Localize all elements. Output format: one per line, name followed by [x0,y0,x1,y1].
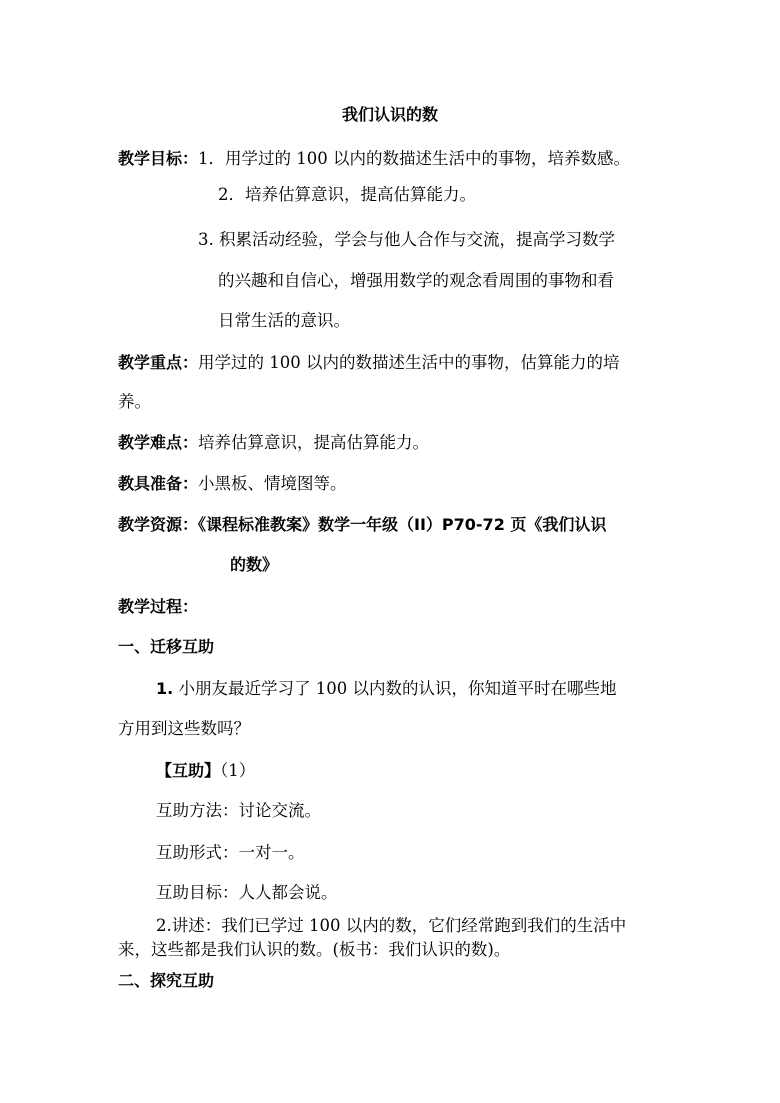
page-title: 我们认识的数 [341,105,438,124]
difficulties-label: 教学难点： [118,433,199,452]
tools-text: 小黑板、情境图等。 [198,474,347,493]
resources-label: 教学资源： [118,515,199,534]
resources-text-1: 《课程标准教案》数学一年级（ⅠⅠ）P70-72 页《我们认识 [198,515,607,534]
objective-3-line-1: 3. 积累活动经验，学会与他人合作与交流，提高学习数学 [198,230,615,249]
question-1-line-2: 方用到这些数吗？ [118,719,250,738]
objective-2: 2．培养估算意识，提高估算能力。 [218,185,476,204]
objectives-row [118,148,630,170]
mutual-help-goal: 互助目标：人人都会说。 [156,883,338,902]
question-1-text-1: 小朋友最近学习了 100 以内数的认识，你知道平时在哪些地 [173,679,617,698]
key-points-text-1: 用学过的 100 以内的数描述生活中的事物，估算能力的培 [198,353,620,372]
objective-3-line-2: 的兴趣和自信心，增强用数学的观念看周围的事物和看 [218,271,614,290]
mutual-help-row [156,760,255,782]
objectives-label: 教学目标： [118,149,199,168]
resources-row [118,514,606,536]
section-2-heading: 二、探究互助 [118,971,215,990]
objective-3-line-3: 日常生活的意识。 [218,311,350,330]
key-points-label: 教学重点： [118,353,199,372]
mutual-help-index: （1） [220,761,256,780]
tools-label: 教具准备： [118,474,199,493]
mutual-help-method: 互助方法：讨论交流。 [156,801,321,820]
tools-row [118,473,347,495]
process-label: 教学过程： [118,597,199,616]
difficulties-row [118,432,429,454]
objective-1: 1．用学过的 100 以内的数描述生活中的事物，培养数感。 [198,149,630,168]
question-1-line-1 [156,678,616,700]
resources-text-2: 的数》 [230,555,279,574]
key-points-row [118,352,620,374]
question-2-line-1: 2.讲述：我们已学过 100 以内的数，它们经常跑到我们的生活中 [156,916,627,935]
section-1-heading: 一、迁移互助 [118,637,215,656]
question-1-number: 1. [156,679,174,698]
mutual-help-form: 互助形式：一对一。 [156,843,305,862]
question-2-line-2: 来，这些都是我们认识的数。(板书：我们认识的数)。 [118,940,511,959]
difficulties-text: 培养估算意识，提高估算能力。 [198,433,430,452]
key-points-text-2: 养。 [118,392,151,411]
mutual-help-label: 【互助】 [156,761,221,780]
